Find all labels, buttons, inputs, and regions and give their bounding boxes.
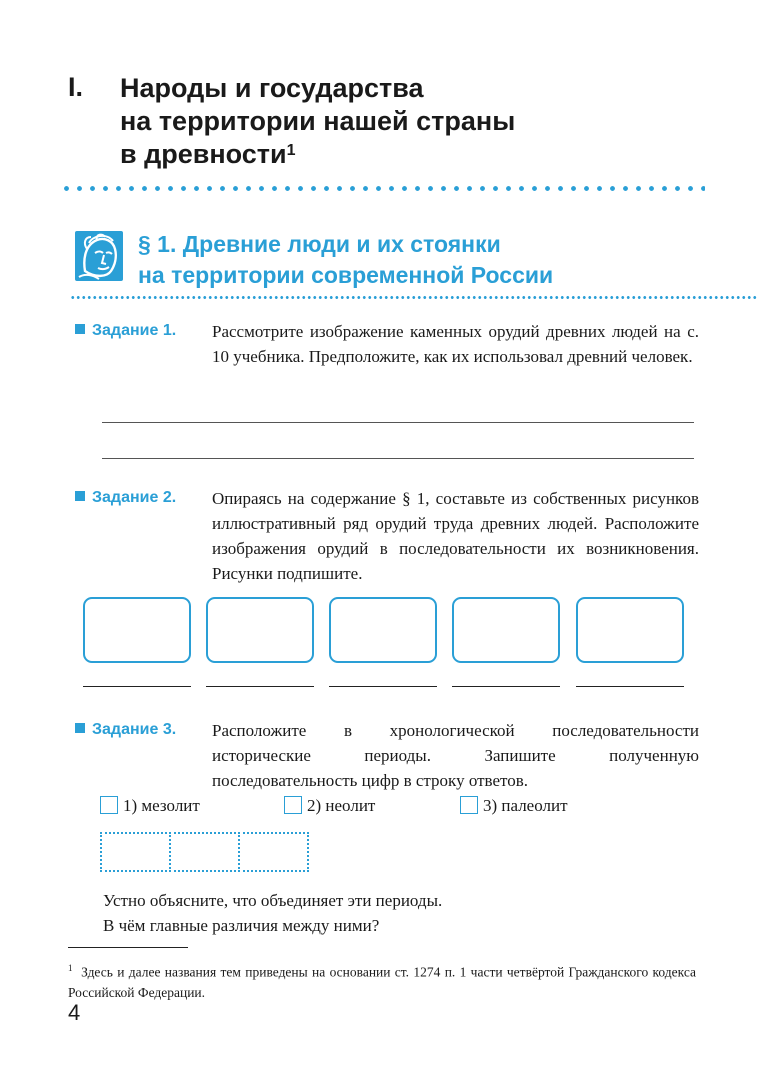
task-2-text: Опираясь на содержание § 1, составьте из собственных рисунков иллюстративный ряд орудий труда древних людей. Расположите изображения орудий в последовательности их возникновения. Рисунки подпишите. [212, 489, 699, 583]
drawing-box-5[interactable] [576, 597, 684, 663]
task-1-label: Задание 1. [75, 322, 176, 340]
task-1-answer-line-2[interactable] [102, 458, 694, 459]
caption-line-3[interactable] [329, 686, 437, 687]
square-bullet-icon [75, 324, 85, 334]
task-1-answer-line-1[interactable] [102, 422, 694, 423]
drawing-box-1[interactable] [83, 597, 191, 663]
footnote-separator [68, 947, 188, 948]
drawing-box-2[interactable] [206, 597, 314, 663]
section-title-line-1: § 1. Древние люди и их стоянки [138, 231, 501, 257]
chapter-title-line-3: в древности$^1$ [120, 139, 296, 169]
caption-line-1[interactable] [83, 686, 191, 687]
oral-question-line-1: Устно объясните, что объединяет эти периоды. [103, 891, 443, 910]
square-bullet-icon [75, 491, 85, 501]
caption-line-2[interactable] [206, 686, 314, 687]
footnote-mark: 1 [68, 963, 73, 973]
scholar-portrait-icon [75, 231, 123, 281]
page-number: 4 [68, 1000, 81, 1025]
chapter-number: I. [68, 72, 84, 102]
section-title [138, 229, 553, 291]
chapter-divider [60, 186, 705, 191]
option-1[interactable]: 1) мезолит [100, 796, 200, 816]
chapter-title-line-1: Народы и государства [120, 73, 424, 103]
task-3-text: Расположите в хронологической последовательности исторические периоды. Запишите полученную последовательность цифр в строку ответов. [212, 721, 699, 790]
checkbox-icon[interactable] [100, 796, 118, 814]
chapter-title-line-2: на территории нашей страны [120, 106, 516, 136]
chapter-title [120, 72, 515, 171]
task-1-text: Рассмотрите изображение каменных орудий древних людей на с. 10 учебника. Предположите, как их использовал древний человек. [212, 322, 699, 366]
task-3-label: Задание 3. [75, 721, 176, 739]
footnote-text: Здесь и далее названия тем приведены на основании ст. 1274 п. 1 части четвёртой Гражданского кодекса Российской Федерации. [68, 964, 696, 1000]
answer-cell-3[interactable] [238, 832, 309, 872]
option-3[interactable]: 3) палеолит [460, 796, 568, 816]
drawing-box-4[interactable] [452, 597, 560, 663]
section-title-line-2: на территории современной России [138, 262, 554, 288]
checkbox-icon[interactable] [460, 796, 478, 814]
oral-question-line-2: В чём главные различия между ними? [103, 916, 380, 935]
footnote-reference[interactable]: 1 [286, 142, 296, 159]
answer-cell-1[interactable] [100, 832, 171, 872]
task-2-label: Задание 2. [75, 489, 176, 507]
footnote [68, 958, 696, 1003]
caption-line-5[interactable] [576, 686, 684, 687]
answer-cell-2[interactable] [169, 832, 240, 872]
caption-line-4[interactable] [452, 686, 560, 687]
square-bullet-icon [75, 723, 85, 733]
checkbox-icon[interactable] [284, 796, 302, 814]
section-divider [70, 296, 758, 299]
oral-question [103, 888, 442, 938]
drawing-box-3[interactable] [329, 597, 437, 663]
option-2[interactable]: 2) неолит [284, 796, 375, 816]
